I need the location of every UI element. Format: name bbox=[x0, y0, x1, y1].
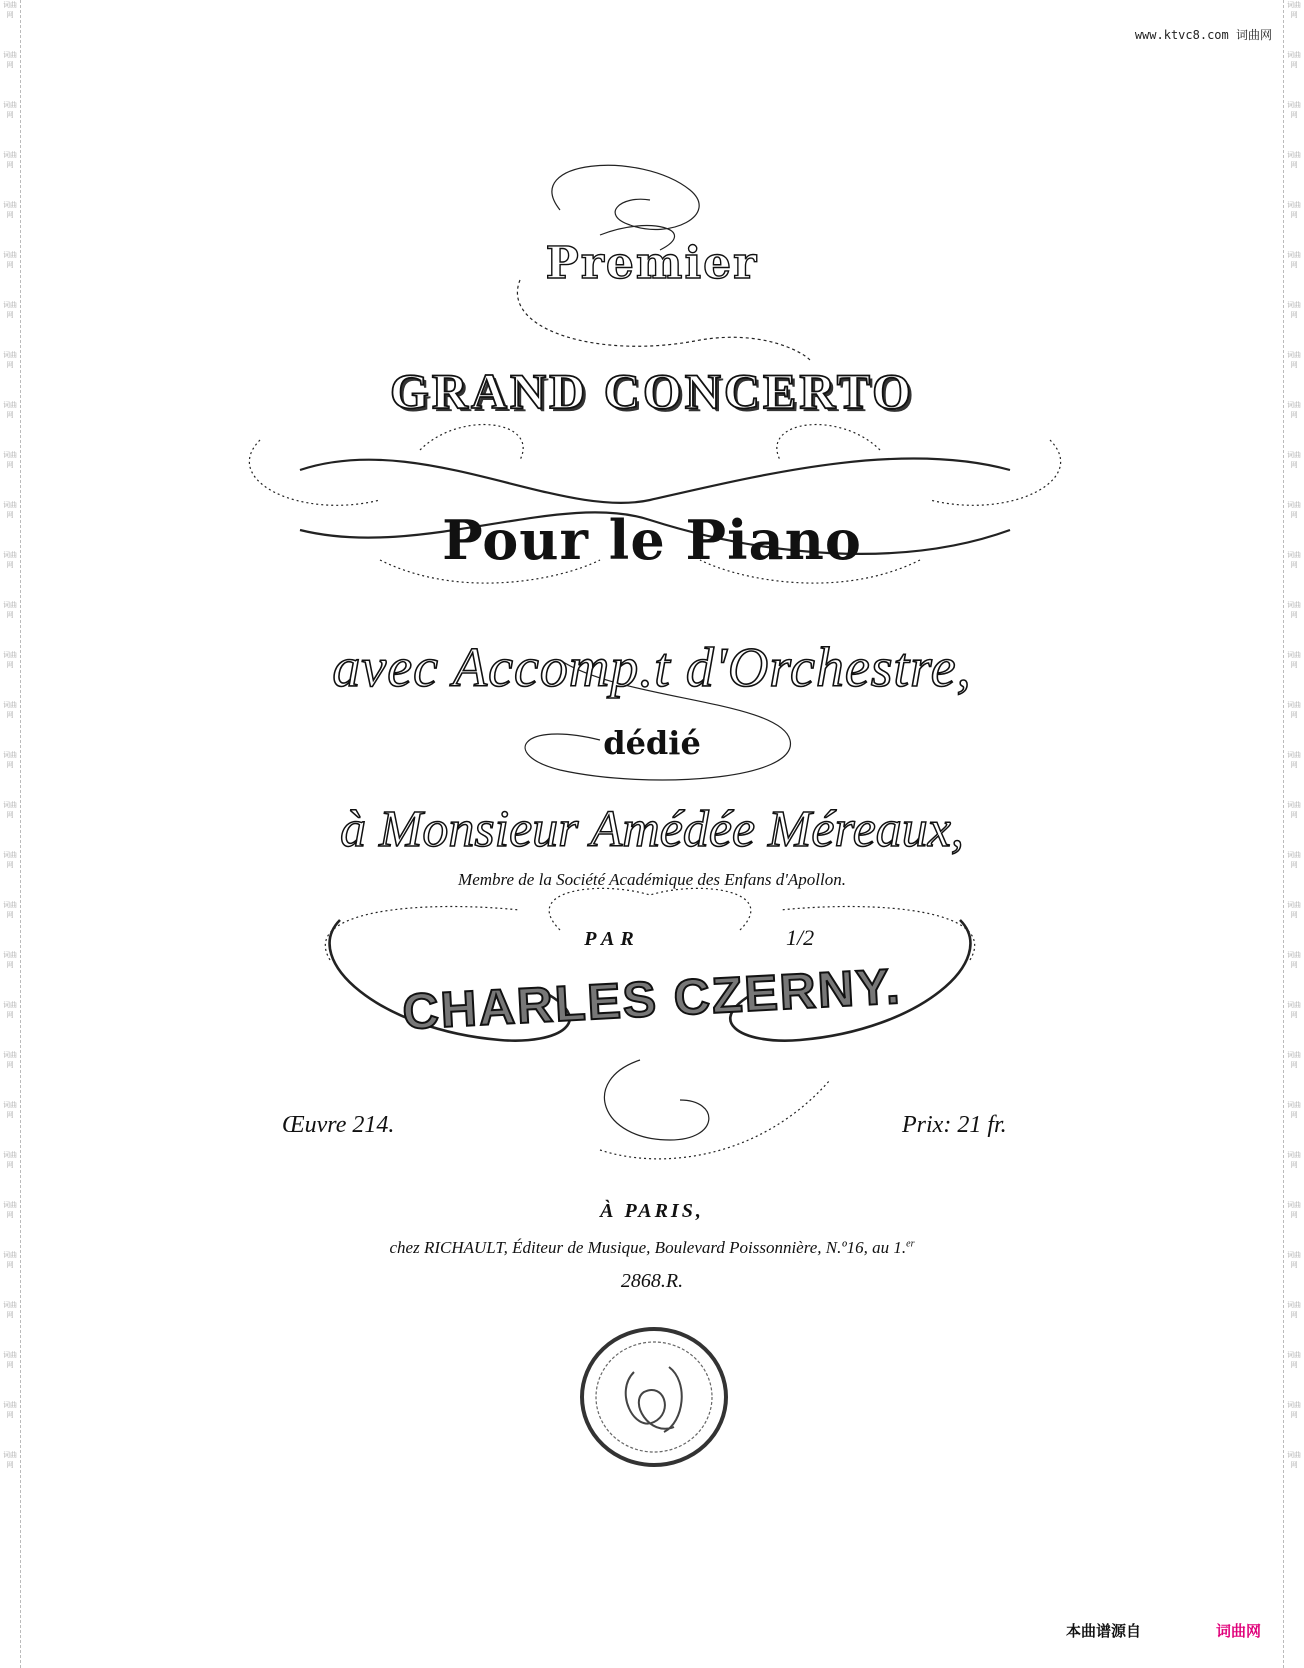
side-watermark-text: 词曲网 bbox=[3, 1451, 17, 1469]
side-watermark-text: 词曲网 bbox=[1287, 751, 1301, 769]
dedicatee-membership: Membre de la Société Académique des Enfans d'Apollon. bbox=[458, 870, 846, 889]
dedication-word: dédié bbox=[603, 724, 701, 762]
publisher-address-sup: er bbox=[906, 1238, 915, 1250]
side-watermark-text: 词曲网 bbox=[1287, 701, 1301, 719]
side-watermark-text: 词曲网 bbox=[1287, 1051, 1301, 1069]
side-watermark-text: 词曲网 bbox=[1287, 451, 1301, 469]
side-watermark-text: 词曲网 bbox=[1287, 351, 1301, 369]
side-watermark-text: 词曲网 bbox=[3, 1001, 17, 1019]
side-watermark-text: 词曲网 bbox=[3, 451, 17, 469]
side-watermark-text: 词曲网 bbox=[1287, 551, 1301, 569]
side-watermark-text: 词曲网 bbox=[3, 501, 17, 519]
side-watermark-text: 词曲网 bbox=[3, 151, 17, 169]
publisher-address-text: chez RICHAULT, Éditeur de Musique, Boulevard Poissonnière, N.º16, au 1. bbox=[389, 1238, 907, 1257]
side-watermark-text: 词曲网 bbox=[3, 1301, 17, 1319]
side-watermark-text: 词曲网 bbox=[3, 601, 17, 619]
side-watermark-text: 词曲网 bbox=[1287, 1001, 1301, 1019]
side-watermark-text: 词曲网 bbox=[3, 1401, 17, 1419]
side-watermark-text: 词曲网 bbox=[1287, 601, 1301, 619]
side-watermark-text: 词曲网 bbox=[3, 1, 17, 19]
side-watermark-text: 词曲网 bbox=[1287, 101, 1301, 119]
side-watermark-text: 词曲网 bbox=[3, 301, 17, 319]
price: Prix: 21 fr. bbox=[902, 1112, 1007, 1138]
side-watermark-text: 词曲网 bbox=[3, 751, 17, 769]
side-watermark-text: 词曲网 bbox=[3, 201, 17, 219]
side-watermark-text: 词曲网 bbox=[1287, 651, 1301, 669]
side-watermark-text: 词曲网 bbox=[1287, 151, 1301, 169]
side-watermark-text: 词曲网 bbox=[1287, 1101, 1301, 1119]
publisher-address bbox=[0, 1238, 1304, 1258]
side-watermark-text: 词曲网 bbox=[1287, 1301, 1301, 1319]
title-premier: Premier bbox=[545, 238, 759, 289]
side-watermark-text: 词曲网 bbox=[3, 551, 17, 569]
side-watermark-text: 词曲网 bbox=[1287, 51, 1301, 69]
side-watermark-text: 词曲网 bbox=[3, 701, 17, 719]
site-name: 词曲网 bbox=[1235, 28, 1272, 42]
side-watermark-text: 词曲网 bbox=[1287, 401, 1301, 419]
side-watermark-text: 词曲网 bbox=[3, 1251, 17, 1269]
side-watermark-text: 词曲网 bbox=[1287, 201, 1301, 219]
side-watermark-text: 词曲网 bbox=[1287, 301, 1301, 319]
side-watermark-text: 词曲网 bbox=[1287, 951, 1301, 969]
side-watermark-text: 词曲网 bbox=[1287, 1451, 1301, 1469]
side-watermark-text: 词曲网 bbox=[3, 51, 17, 69]
plate-number: 2868.R. bbox=[620, 1270, 684, 1292]
publisher-city: À PARIS, bbox=[600, 1200, 704, 1222]
side-watermark-text: 词曲网 bbox=[1287, 501, 1301, 519]
side-watermark-text: 词曲网 bbox=[3, 851, 17, 869]
side-watermark-text: 词曲网 bbox=[1287, 1251, 1301, 1269]
side-watermark-text: 词曲网 bbox=[3, 401, 17, 419]
library-stamp-icon bbox=[574, 1322, 734, 1472]
opus-number: Œuvre 214. bbox=[282, 1112, 395, 1138]
side-watermark-text: 词曲网 bbox=[1287, 1201, 1301, 1219]
site-url-text[interactable]: www.ktvc8.com bbox=[1134, 28, 1229, 42]
side-watermark-text: 词曲网 bbox=[1287, 801, 1301, 819]
side-watermark-text: 词曲网 bbox=[3, 901, 17, 919]
par-label: PAR bbox=[584, 928, 640, 950]
side-watermark-text: 词曲网 bbox=[1287, 1, 1301, 19]
side-watermark-text: 词曲网 bbox=[3, 1101, 17, 1119]
side-watermark-text: 词曲网 bbox=[3, 1201, 17, 1219]
side-watermark-text: 词曲网 bbox=[3, 651, 17, 669]
side-watermark-text: 词曲网 bbox=[3, 101, 17, 119]
title-grand-concerto: GRAND CONCERTO bbox=[389, 363, 915, 419]
side-watermark-text: 词曲网 bbox=[1287, 1351, 1301, 1369]
side-watermark-text: 词曲网 bbox=[3, 251, 17, 269]
side-watermark-text: 词曲网 bbox=[1287, 851, 1301, 869]
side-watermark-text: 词曲网 bbox=[3, 1351, 17, 1369]
side-watermark-text: 词曲网 bbox=[3, 351, 17, 369]
footer-brand-link[interactable]: 词曲网 bbox=[1216, 1622, 1262, 1640]
side-watermark-text: 词曲网 bbox=[1287, 1151, 1301, 1169]
composer-name: CHARLES CZERNY. bbox=[401, 957, 903, 1041]
side-watermark-text: 词曲网 bbox=[1287, 1401, 1301, 1419]
side-watermark-text: 词曲网 bbox=[3, 1151, 17, 1169]
side-watermark-text: 词曲网 bbox=[3, 951, 17, 969]
side-watermark-text: 词曲网 bbox=[1287, 251, 1301, 269]
subtitle-orchestra: avec Accomp.t d'Orchestre, bbox=[332, 637, 972, 699]
side-watermark-text: 词曲网 bbox=[3, 1051, 17, 1069]
footer-source-label: 本曲谱源自 bbox=[1066, 1622, 1142, 1640]
title-pour-le-piano: Pour le Piano bbox=[442, 508, 862, 572]
side-watermark-text: 词曲网 bbox=[3, 801, 17, 819]
fraction-mark: 1/2 bbox=[786, 925, 815, 950]
side-watermark-text: 词曲网 bbox=[1287, 901, 1301, 919]
dedicatee-name: à Monsieur Amédée Méreaux, bbox=[340, 801, 964, 858]
